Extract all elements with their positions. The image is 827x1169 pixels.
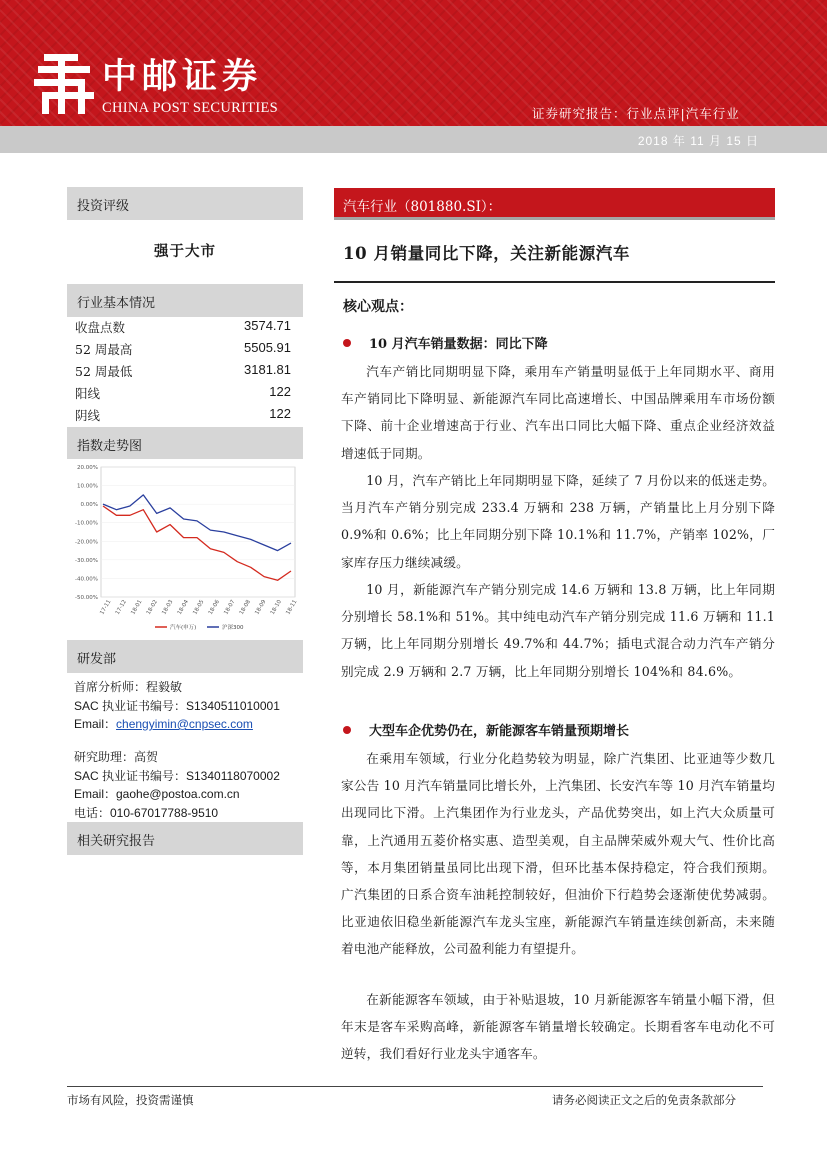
core-views-heading: 核心观点： bbox=[343, 299, 413, 315]
chart-y-tick-label: -30.00% bbox=[75, 557, 98, 564]
chart-x-tick-label: 18-09 bbox=[254, 599, 268, 616]
assistant-phone: 电话：010-67017788-9510 bbox=[74, 805, 219, 820]
chart-y-tick-label: -10.00% bbox=[75, 520, 98, 527]
assistant-email: Email：gaohe@postoa.com.cn bbox=[74, 787, 240, 801]
bullet-dot-icon bbox=[343, 726, 351, 734]
index-trend-chart bbox=[67, 459, 303, 635]
report-date: 2018 年 11 月 15 日 bbox=[637, 134, 759, 148]
assistant-sac: SAC 执业证书编号：S1340118070002 bbox=[74, 768, 280, 783]
chart-y-tick-label: -40.00% bbox=[75, 576, 98, 583]
paragraph-2: 10 月，汽车产销比上年同期明显下降，延续了 7 月份以来的低迷走势。当月汽车产销分别完成 233.4 万辆和 238 万辆，产销量比上月分别下降 0.9%和 0.6%；比上年同期分别下降 10.1%和 11.7%，产销率 102%，厂家库存压力继续减缓。 bbox=[341, 473, 775, 570]
stat-label: 52 周最高 bbox=[75, 342, 133, 357]
chart-x-tick-label: 18-05 bbox=[192, 599, 206, 616]
industry-basics-header: 行业基本情况 bbox=[67, 284, 303, 317]
trend-chart-svg bbox=[67, 459, 303, 635]
paragraph-1: 汽车产销比同期明显下降，乘用车产销量明显低于上年同期水平、商用车产销同比下降明显、新能源汽车同比高速增长、中国品牌乘用车市场份额下降、前十企业增速高于行业、汽车出口同比大幅下降、重点企业经济效益增速低于同期。 bbox=[341, 364, 775, 461]
paragraph-4: 在乘用车领域，行业分化趋势较为明显，除广汽集团、比亚迪等少数几家公告 10 月汽车销量同比增长外，上汽集团、长安汽车等 10 月汽车销量均出现同比下滑。上汽集团作为行业龙头，产品优势突出，如上汽大众质量可靠，上汽通用五菱价格实惠、造型美观，自主品牌荣威外观大气、性价比高等，本月集团销量虽同比出现下滑，但环比基本保持稳定，符合我们预期。广汽集团的日系合资车油耗控制较好，但油价下行趋势会逐渐使优势减弱。比亚迪依旧稳坐新能源汽车龙头宝座，新能源汽车销量连续创新高，未来随着电池产能释放，公司盈利能力有望提升。 bbox=[341, 751, 775, 957]
stat-label: 收盘点数 bbox=[75, 320, 126, 335]
analyst-email-link[interactable]: chengyimin@cnpsec.com bbox=[116, 717, 253, 731]
research-dept-header: 研发部 bbox=[67, 640, 303, 673]
bullet-text: 大型车企优势仍在，新能源客车销量预期增长 bbox=[369, 724, 630, 739]
industry-code-bar: 汽车行业（801880.SI）： bbox=[334, 188, 775, 220]
chart-y-tick-label: 0.00% bbox=[80, 502, 98, 509]
footer-disclaimer-note: 请务必阅读正文之后的免责条款部分 bbox=[552, 1093, 736, 1107]
analyst-sac: SAC 执业证书编号：S1340511010001 bbox=[74, 698, 280, 713]
analyst-name: 首席分析师：程毅敏 bbox=[74, 680, 183, 694]
stat-value: 3574.71 bbox=[244, 318, 291, 333]
stat-label: 阴线 bbox=[75, 408, 101, 423]
paragraph-3: 10 月，新能源汽车产销分别完成 14.6 万辆和 13.8 万辆，比上年同期分别增长 58.1%和 51%。其中纯电动汽车产销分别完成 11.6 万辆和 11.1 万辆，比上年同期分别增长 49.7%和 44.7%；插电式混合动力汽车产销分别完成 2.9 万辆和 2.7 万辆，比上年同期分别增长 104%和 84.6%。 bbox=[341, 582, 775, 679]
stat-row bbox=[67, 340, 303, 362]
bullet-sales-data bbox=[343, 333, 548, 352]
footer-divider bbox=[67, 1086, 763, 1087]
title-divider bbox=[334, 281, 775, 283]
chart-x-tick-label: 18-11 bbox=[285, 599, 299, 616]
stat-row bbox=[67, 362, 303, 384]
paragraph-5: 在新能源客车领域，由于补贴退坡，10 月新能源客车销量小幅下滑，但年末是客车采购高峰，新能源客车销量增长较确定。长期看客车电动化不可逆转，我们看好行业龙头宇通客车。 bbox=[341, 992, 775, 1062]
stat-value: 122 bbox=[269, 406, 291, 421]
chart-x-tick-label: 18-04 bbox=[176, 599, 190, 616]
rating-section-header: 投资评级 bbox=[67, 187, 303, 220]
chart-x-tick-label: 18-08 bbox=[238, 599, 252, 616]
index-chart-header: 指数走势图 bbox=[67, 427, 303, 460]
assistant-contact bbox=[74, 748, 280, 822]
chart-x-tick-label: 18-02 bbox=[145, 599, 159, 616]
bullet-text: 10 月汽车销量数据：同比下降 bbox=[369, 337, 548, 352]
chart-x-tick-label: 18-03 bbox=[161, 599, 175, 616]
chart-x-tick-label: 17-12 bbox=[114, 599, 128, 616]
related-reports-header: 相关研究报告 bbox=[67, 822, 303, 855]
date-bar bbox=[0, 126, 827, 153]
chart-y-tick-label: -50.00% bbox=[75, 595, 98, 601]
stat-row bbox=[67, 384, 303, 406]
stat-row bbox=[67, 406, 303, 428]
chart-legend-label: 汽车(申万) bbox=[170, 625, 197, 631]
rating-value: 强于大市 bbox=[154, 243, 216, 260]
chart-x-tick-label: 18-01 bbox=[130, 599, 144, 616]
china-post-logo-icon bbox=[34, 52, 96, 116]
footer-risk-note: 市场有风险，投资需谨慎 bbox=[67, 1093, 194, 1107]
stat-label: 阳线 bbox=[75, 386, 101, 401]
stat-value: 122 bbox=[269, 384, 291, 399]
report-type: 证券研究报告：行业点评|汽车行业 bbox=[532, 106, 740, 121]
analyst-email-label: Email： bbox=[74, 717, 117, 731]
industry-stats-table bbox=[67, 318, 303, 428]
chart-legend-label: 沪深300 bbox=[222, 625, 244, 631]
stat-row bbox=[67, 318, 303, 340]
bullet-large-automakers bbox=[343, 720, 629, 739]
chart-y-tick-label: 20.00% bbox=[77, 465, 98, 471]
chart-y-tick-label: 10.00% bbox=[77, 483, 98, 490]
report-title: 10 月销量同比下降，关注新能源汽车 bbox=[343, 244, 631, 263]
assistant-name: 研究助理：高贺 bbox=[74, 750, 159, 764]
stat-value: 5505.91 bbox=[244, 340, 291, 355]
bullet-dot-icon bbox=[343, 339, 351, 347]
stat-label: 52 周最低 bbox=[75, 364, 133, 379]
chart-x-tick-label: 17-11 bbox=[99, 599, 113, 616]
header-banner bbox=[0, 0, 827, 126]
chart-x-tick-label: 18-06 bbox=[207, 599, 221, 616]
company-name-cn: 中邮证券 bbox=[102, 57, 263, 97]
stat-value: 3181.81 bbox=[244, 362, 291, 377]
analyst-contact bbox=[74, 678, 280, 734]
chart-series-line bbox=[103, 506, 291, 580]
chart-x-tick-label: 18-07 bbox=[223, 599, 237, 616]
company-name-en: CHINA POST SECURITIES bbox=[102, 100, 279, 116]
chart-y-tick-label: -20.00% bbox=[75, 539, 98, 546]
chart-x-tick-label: 18-10 bbox=[269, 599, 283, 616]
